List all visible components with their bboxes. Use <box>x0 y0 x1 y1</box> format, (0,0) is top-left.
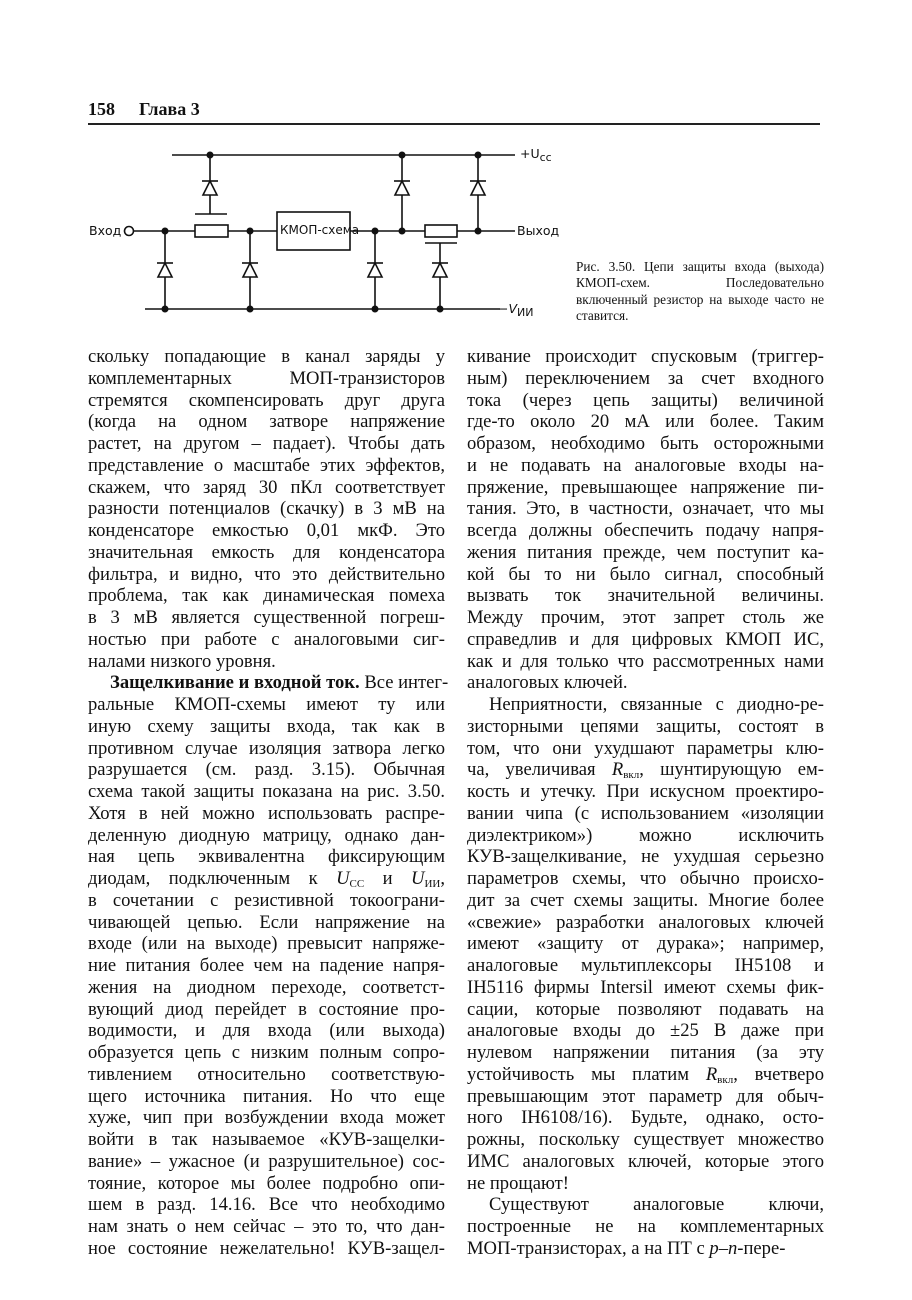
output-resistor <box>425 225 457 237</box>
paragraph-line: всегда должны обеспечить подачу напря- <box>467 520 824 541</box>
paragraph-line: шем в разд. 14.16. Все что необходимо <box>88 1194 445 1216</box>
input-terminal <box>125 227 134 236</box>
page-number: 158 <box>88 99 115 119</box>
paragraph-line: дит за счет схемы защиты. Многие более <box>467 889 824 911</box>
paragraph-line: в 3 мВ является существенной погреш- <box>88 607 445 628</box>
paragraph-line: растет, на другом – падает). Чтобы дать <box>88 433 445 454</box>
paragraph-line: разности потенциалов (скачку) в 3 мВ на <box>88 498 445 520</box>
paragraph-line: «свежие» разработки аналоговых ключей <box>467 911 824 933</box>
paragraph-line: ча, увеличивая $R_{вкл}$, шунтирующую ем- <box>467 759 825 782</box>
input-resistor <box>195 225 228 237</box>
paragraph-line: иную схему защиты входа, так как в <box>88 715 445 737</box>
paragraph-line: тока (через цепь защиты) величиной <box>467 389 824 411</box>
vcc-label: $+U_{cc}$ <box>520 146 552 164</box>
paragraph-line: ностью при работе с аналоговыми сиг- <box>88 628 445 650</box>
paragraph-line: аналоговые входы до ±25 В даже при <box>467 1020 824 1042</box>
paragraph-line: вующий диод перейдет в состояние про- <box>88 998 445 1020</box>
paragraph-line: ное состояние нежелательно! КУВ-защел- <box>88 1237 445 1259</box>
paragraph-line: комплементарных МОП-транзисторов <box>88 367 445 389</box>
paragraph-line: Хотя в ней можно использовать распре- <box>88 802 445 824</box>
paragraph-line: налами низкого уровня. <box>88 650 276 672</box>
paragraph-line: (когда на одном затворе напряжение <box>88 411 445 433</box>
paragraph-line: превышающим этот параметр для обыч- <box>467 1085 824 1107</box>
paragraph-line: кой бы то ни было сигнал, способный <box>467 563 824 585</box>
paragraph-line: значительная емкость для конденсатора <box>88 541 445 563</box>
paragraph-line: образом, необходимо быть осторожными <box>467 433 824 454</box>
paragraph-line: тояние, которое мы более подробно опи- <box>88 1172 445 1194</box>
paragraph-line: диэлектриком») можно исключить <box>467 824 824 846</box>
paragraph-line: конденсаторе емкостью 0,01 мкФ. Это <box>88 520 445 541</box>
chapter-title: Глава 3 <box>139 99 200 119</box>
paragraph-line: тивлением относительно соответствую- <box>88 1063 445 1085</box>
figure-caption: Рис. 3.50. Цепи защиты входа (выхода) КМОП-схем. Последовательно включенный резистор на выходе часто не ставится. <box>576 259 824 323</box>
paragraph-line: где-то около 20 мА или более. Таким <box>467 411 824 433</box>
circuit-diagram <box>80 135 560 335</box>
paragraph-line: построенные не на комплементарных <box>467 1216 824 1237</box>
paragraph-line: ного IH6108/16). Будьте, однако, осто- <box>467 1107 824 1129</box>
paragraph-line: противном случае изоляция затвора легко <box>88 737 445 759</box>
paragraph-line: КУВ-защелкивание, не ухудшая серьезно <box>467 846 824 868</box>
paragraph-line: нам знать о нем сейчас – это то, что дан- <box>88 1216 445 1237</box>
paragraph-line: ние питания более чем на падение напря- <box>88 955 445 976</box>
paragraph-line: хуже, чип при возбуждении входа может <box>88 1107 445 1129</box>
output-label: Выход <box>517 223 560 238</box>
paragraph-line: устойчивость мы платим $R_{вкл}$, вчетверо <box>467 1063 824 1086</box>
paragraph-line: чивающей цепью. Если напряжение на <box>88 911 445 933</box>
paragraph-line: кость и утечку. При искусном проектиро- <box>467 781 824 802</box>
paragraph-line: разрушается (см. разд. 3.15). Обычная <box>88 759 445 781</box>
paragraph-line: Между прочим, этот запрет столь же <box>467 607 824 628</box>
paragraph-line: вызвать ток значительной величины. <box>467 585 824 607</box>
paragraph-line: ИМС аналоговых ключей, которые этого <box>467 1150 824 1172</box>
input-label: Вход <box>89 223 122 238</box>
paragraph-line: диодам, подключенным к $U_{CC}$ и $U_{ИИ}$, <box>88 868 446 890</box>
vee-label: $-V_{ИИ}$ <box>498 301 534 319</box>
paragraph-line: том, что они ухудшают параметры клю- <box>467 737 824 759</box>
paragraph-line: водимости, и для входа (или выхода) <box>88 1020 445 1042</box>
paragraph-line: аналоговых ключей. <box>467 672 628 694</box>
paragraph-line: щего источника питания. Но что еще <box>88 1085 445 1107</box>
paragraph-line: кивание происходит спусковым (триггер- <box>467 346 824 367</box>
paragraph-line: проблема, так как динамическая помеха <box>88 585 445 607</box>
paragraph-line: рожны, поскольку существует множество <box>467 1129 824 1150</box>
paragraph-line: войти в так называемое «КУВ-защелки- <box>88 1129 445 1150</box>
paragraph-line: жения питания прежде, чем поступит ка- <box>467 541 824 563</box>
paragraph-line: в сочетании с резистивной токоограни- <box>88 889 445 911</box>
paragraph-line: скажем, что заряд 30 пКл соответствует <box>88 476 445 498</box>
paragraph-line: образуется цепь с низким полным сопро- <box>88 1042 445 1063</box>
paragraph-line: справедлив и для цифровых КМОП ИС, <box>467 628 824 650</box>
paragraph-line: IH5116 фирмы Intersil имеют схемы фик- <box>467 976 824 998</box>
paragraph-line: ная цепь эквивалентна фиксирующим <box>88 846 445 868</box>
paragraph-line: скольку попадающие в канал заряды у <box>88 346 445 367</box>
running-header <box>88 99 820 125</box>
paragraph-line: ным) переключением за счет входного <box>467 367 824 389</box>
paragraph-line: фильтра, и видно, что это действительно <box>88 563 445 585</box>
paragraph-line: вании чипа (с использованием «изоляции <box>467 802 824 824</box>
paragraph-line: Существуют аналоговые ключи, <box>489 1194 824 1216</box>
paragraph-line: не прощают! <box>467 1172 569 1194</box>
left-column <box>88 346 449 1260</box>
paragraph-line: сации, которые позволяют подавать на <box>467 998 824 1020</box>
paragraph-line: зисторными цепями защиты, состоят в <box>467 715 824 737</box>
paragraph-line: схема такой защиты показана на рис. 3.50. <box>88 781 445 802</box>
cmos-block-label: КМОП-схема <box>280 223 360 237</box>
paragraph-line: деленную диодную матрицу, однако дан- <box>88 824 445 846</box>
paragraph-line: вание» – ужасное (и разрушительное) сос- <box>88 1150 445 1172</box>
paragraph-line: входе (или на выходе) превысит напряже- <box>88 933 445 955</box>
paragraph-line: стремятся скомпенсировать друг друга <box>88 389 445 411</box>
paragraph-line: пряжение, превышающее напряжение пи- <box>467 476 824 498</box>
paragraph-line: аналоговые мультиплексоры IH5108 и <box>467 955 824 976</box>
paragraph-line: ральные КМОП-схемы имеют ту или <box>88 694 445 715</box>
paragraph-line: и не подавать на аналоговые входы на- <box>467 454 824 476</box>
paragraph-line: нулевом напряжении питания (за эту <box>467 1042 824 1063</box>
right-column <box>467 346 824 1260</box>
paragraph-line: как и для только что рассмотренных нами <box>467 650 824 672</box>
paragraph-line: МОП-транзисторах, а на ПТ с p–n-пере- <box>467 1237 786 1259</box>
paragraph-line: имеют «защиту от дурака»; например, <box>467 933 824 955</box>
paragraph-line: параметров схемы, что обычно происхо- <box>467 868 824 889</box>
paragraph-line: Неприятности, связанные с диодно-ре- <box>489 694 824 715</box>
paragraph-line: тания. Это, в частности, означает, что мы <box>467 498 824 520</box>
paragraph-line: жения на диодном переходе, соответст- <box>88 976 445 998</box>
paragraph-line: Защелкивание и входной ток. Все интег- <box>110 672 449 694</box>
run-in-heading: Защелкивание и входной ток. <box>110 672 360 694</box>
paragraph-line: представление о масштабе этих эффектов, <box>88 454 445 476</box>
